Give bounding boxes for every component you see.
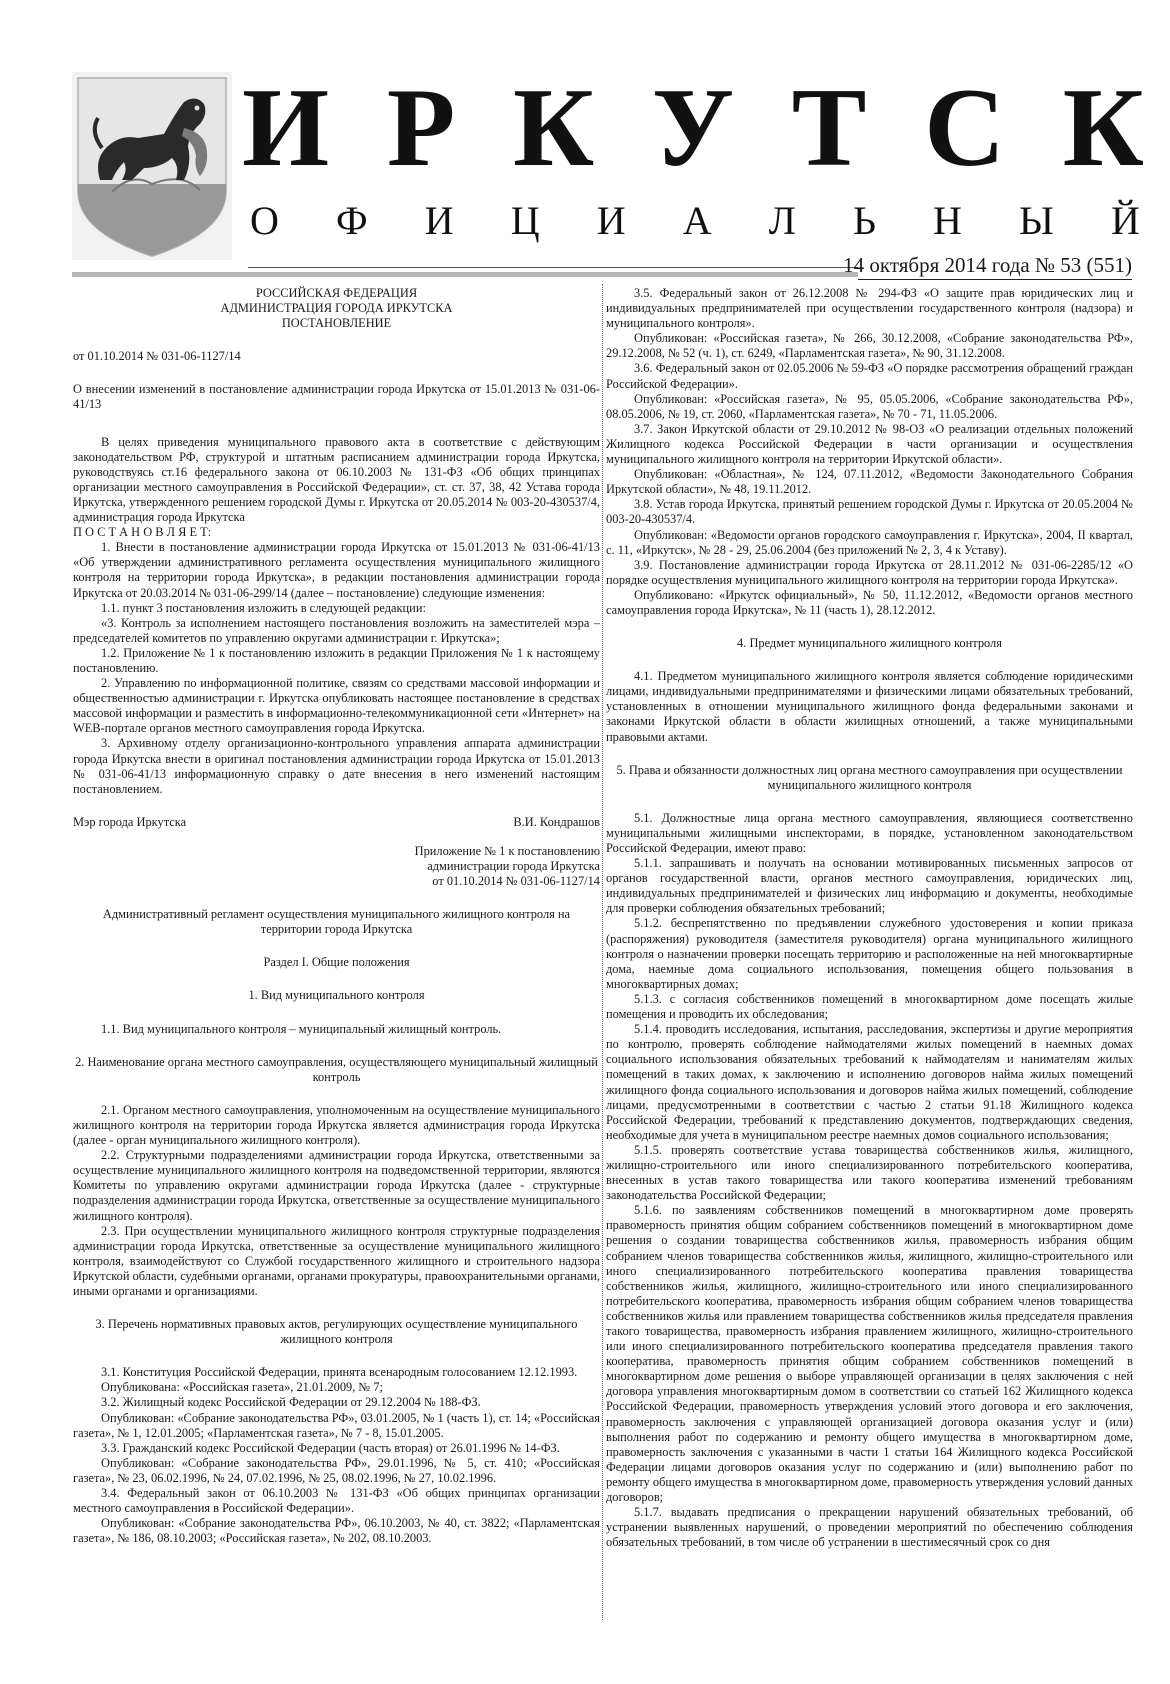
appendix-note: администрации города Иркутска bbox=[427, 859, 600, 873]
decree-word: П О С Т А Н О В Л Я Е Т: bbox=[73, 525, 212, 540]
paragraph: 3.5. Федеральный закон от 26.12.2008 № 294-ФЗ «О защите прав юридических лиц и индивидуальных предпринимателей при осуществлении государственного контроля (надзора) и муниципального контроля». bbox=[606, 286, 1133, 331]
subtitle-letter: Ф bbox=[336, 198, 368, 243]
title-letter: И bbox=[242, 66, 330, 190]
paragraph: В целях приведения муниципального правового акта в соответствие с действующим законодательством РФ, структурой и штатным расписанием администрации города Иркутска, руководствуясь ст.16 федерального закона от 06.10.2003 № 131-ФЗ «Об общих принципах организации местного самоуправления в Российской Федерации», ст. ст. 37, 38, 42 Устава города Иркутска, утвержденного решением городской Думы г. Иркутска от 20.05.2014 № 003-20-430537/4, администрация города Иркутска bbox=[73, 434, 600, 525]
masthead-title bbox=[242, 68, 1144, 188]
paragraph: 5.1. Должностные лица органа местного самоуправления, являющиеся соответственно муниципальными жилищными инспекторами, в порядке, установленном законодательством Российской Федерации, имеют право: bbox=[606, 810, 1133, 855]
signature-title: Мэр города Иркутска bbox=[73, 814, 187, 829]
header-decree-type: ПОСТАНОВЛЕНИЕ bbox=[281, 316, 392, 331]
subtitle-letter: Ь bbox=[852, 198, 876, 243]
paragraph: 1.1. Вид муниципального контроля – муниципальный жилищный контроль. bbox=[101, 1021, 502, 1036]
subtitle-letter: Н bbox=[933, 198, 962, 243]
paragraph: 3.1. Конституция Российской Федерации, принята всенародным голосованием 12.12.1993. bbox=[101, 1365, 578, 1380]
paragraph: 5.1.7. выдавать предписания о прекращении нарушений обязательных требований, об устранении выявленных нарушений, о проведении мероприятий по обеспечению соблюдения обязательных требований, в том числе об устранении в шестимесячный срок со дня bbox=[606, 1505, 1133, 1550]
paragraph: 3.8. Устав города Иркутска, принятый решением городской Думы г. Иркутска от 20.05.2004 № 003-20-430537/4. bbox=[606, 497, 1133, 527]
decree-subject: О внесении изменений в постановление администрации города Иркутска от 15.01.2013 № 031-06-41/13 bbox=[73, 382, 600, 412]
section-heading: Раздел I. Общие положения bbox=[263, 955, 410, 970]
paragraph: Опубликован: «Собрание законодательства РФ», 06.10.2003, № 40, ст. 3822; «Парламентская газета», № 186, 08.10.2003; «Российская газета», № 202, 08.10.2003. bbox=[73, 1516, 600, 1546]
paragraph: 3. Архивному отделу организационно-контрольного управления аппарата администрации города Иркутска внести в оригинал постановления администрации города Иркутска от 15.01.2013 № 031-06-41/13 информационную справку о дате внесения в него изменений настоящим постановлением. bbox=[73, 736, 600, 796]
right-column bbox=[606, 286, 1133, 1550]
paragraph: 2.2. Структурными подразделениями администрации города Иркутска, ответственными за осуществление муниципального жилищного контроля на подведомственной территории, являются Комитеты по управлению округами администрации города Иркутска (далее - структурные подразделения администрации города Иркутска, ответственные за осуществление муниципального жилищного контроля). bbox=[73, 1148, 600, 1223]
paragraph: 5.1.6. по заявлениям собственников помещений в многоквартирном доме проверять правомерность принятия общим собранием собственников помещений в многоквартирном доме решения о создании товарищества собственников жилья, правомерность избрания общим собранием членов товарищества собственников жилья, жилищного, жилищно-строительного или иного специализированного потребительского кооператива правления товарищества собственников жилья, жилищного, жилищно-строительного или иного специализированного потребительского кооператива, правомерность избрания общим собранием членов товарищества собственников жилья или правлением товарищества собственников жилья председателя правления такого товарищества, правомерность избрания правлением жилищного, жилищно-строительного или иного специализированного потребительского кооператива председателя правления такого кооператива, правомерность принятия общим собранием собственников помещений в многоквартирном доме решения о выборе управляющей организации в целях заключения с ней договора управления многоквартирным домом в соответствии со статьей 162 Жилищного кодекса Российской Федерации, правомерность утверждения условий этого договора и его заключения, правомерность заключения с управляющей организацией договора оказания услуг и (или) выполнения работ по содержанию и ремонту общего имущества в многоквартирном доме, правомерность заключения с указанными в части 1 статьи 164 Жилищного кодекса Российской Федерации лицами договоров оказания услуг по содержанию и (или) выполнению работ по ремонту общего имущества в многоквартирном доме, правомерность утверждения условий данных договоров; bbox=[606, 1203, 1133, 1505]
subtitle-letter: Ы bbox=[1019, 198, 1054, 243]
paragraph: 3.4. Федеральный закон от 06.10.2003 № 131-ФЗ «Об общих принципах организации местного самоуправления в Российской Федерации». bbox=[73, 1486, 600, 1516]
subtitle-letter: О bbox=[250, 198, 279, 243]
paragraph: 2. Управлению по информационной политике, связям со средствами массовой информации и общественностью администрации г. Иркутска опубликовать настоящее постановление в средствах массовой информации и разместить в информационно-телекоммуникационной сети «Интернет» на WEB-портале органов местного самоуправления города Иркутска. bbox=[73, 676, 600, 736]
paragraph: 5.1.1. запрашивать и получать на основании мотивированных письменных запросов от органов государственной власти, органов местного самоуправления, юридических лиц, индивидуальных предпринимателей и физических лиц информацию и документы, необходимые для проверки соблюдения обязательных требований; bbox=[606, 856, 1133, 916]
subtitle-letter: А bbox=[682, 198, 712, 243]
paragraph: Опубликован: «Российская газета», № 266, 30.12.2008, «Собрание законодательства РФ», 29.12.2008, № 52 (ч. 1), ст. 6249, «Парламентская газета», № 90, 31.12.2008. bbox=[606, 331, 1133, 361]
paragraph: 1.2. Приложение № 1 к постановлению изложить в редакции Приложения № 1 к настоящему постановлению. bbox=[73, 645, 600, 675]
regulation-title: Административный регламент осуществления муниципального жилищного контроля на территории города Иркутска bbox=[102, 907, 571, 937]
subsection-heading: 3. Перечень нормативных правовых актов, регулирующих осуществление муниципального жилищного контроля bbox=[95, 1317, 578, 1347]
irkutsk-babr-emblem-icon bbox=[72, 72, 232, 260]
paragraph: Опубликован: «Областная», № 124, 07.11.2012, «Ведомости Законодательного Собрания Иркутской области», № 48, 19.11.2012. bbox=[606, 467, 1133, 497]
paragraph: 4.1. Предметом муниципального жилищного контроля является соблюдение юридическими лицами, индивидуальными предпринимателями и физическими лицами обязательных требований, установленных в отношении муниципального жилищного фонда федеральными законами и законами Иркутской области в области жилищных отношений, а также муниципальными правовыми актами. bbox=[606, 669, 1133, 744]
paragraph: 3.2. Жилищный кодекс Российской Федерации от 29.12.2004 № 188-ФЗ. bbox=[101, 1395, 481, 1410]
paragraph: 5.1.4. проводить исследования, испытания, расследования, экспертизы и другие мероприятия по контролю, проверять соблюдение наймодателями жилых помещений в наемных домах социального использования обязательных требований к наймодателям и нанимателям жилых помещений в таких домах, к заключению и исполнению договоров найма жилых помещений жилищного фонда социального использования и договоров найма жилых помещений, соблюдение лицами, предусмотренными в соответствии с частью 2 статьи 91.18 Жилищного кодекса Российской Федерации, требований к представлению документов, подтверждающих сведения, необходимые для учета в муниципальном реестре наемных домов социального использования; bbox=[606, 1022, 1133, 1142]
paragraph: 2.1. Органом местного самоуправления, уполномоченным на осуществление муниципального жилищного контроля на территории города Иркутска является администрация города Иркутска (далее - орган муниципального жилищного контроля). bbox=[73, 1102, 600, 1148]
header-administration: АДМИНИСТРАЦИЯ ГОРОДА ИРКУТСКА bbox=[220, 301, 453, 316]
subsection-heading: 1. Вид муниципального контроля bbox=[248, 988, 425, 1003]
paragraph: Опубликована: «Российская газета», 21.01.2009, № 7; bbox=[101, 1380, 383, 1395]
appendix-note: Приложение № 1 к постановлению bbox=[414, 843, 600, 858]
subtitle-letter: Ц bbox=[510, 198, 540, 243]
masthead-bar bbox=[72, 272, 858, 277]
paragraph: 1.1. пункт 3 постановления изложить в следующей редакции: bbox=[101, 600, 426, 615]
subsection-heading: 4. Предмет муниципального жилищного контроля bbox=[737, 636, 1002, 651]
title-letter: Т bbox=[791, 66, 867, 190]
masthead-divider bbox=[248, 267, 858, 268]
title-letter: К bbox=[1062, 66, 1144, 190]
paragraph: «3. Контроль за исполнением настоящего постановления возложить на заместителей мэра – председателей комитетов по управлению округами администрации г. Иркутска»; bbox=[73, 615, 600, 645]
paragraph: 5.1.3. с согласия собственников помещений в многоквартирном доме посещать жилые помещения и проводить их обследования; bbox=[606, 991, 1133, 1022]
masthead-subtitle bbox=[250, 196, 1140, 246]
paragraph: 3.7. Закон Иркутской области от 29.10.2012 № 98-ОЗ «О реализации отдельных положений Жилищного кодекса Российской Федерации в части организации и осуществления муниципального жилищного контроля на территории Иркутской области». bbox=[606, 421, 1133, 467]
paragraph: 2.3. При осуществлении муниципального жилищного контроля структурные подразделения администрации города Иркутска, ответственные за осуществление муниципального жилищного контроля, взаимодействуют со Службой государственного жилищного и строительного надзора Иркутской области, судебными органами, органами прокуратуры, правоохранительными органами, иными органами и организациями. bbox=[73, 1223, 600, 1298]
paragraph: 3.6. Федеральный закон от 02.05.2006 № 59-ФЗ «О порядке рассмотрения обращений граждан Российской Федерации». bbox=[606, 361, 1133, 391]
paragraph: 3.9. Постановление администрации города Иркутска от 28.11.2012 № 031-06-2285/12 «О порядке осуществления муниципального жилищного контроля на территории города Иркутска». bbox=[606, 557, 1133, 587]
paragraph: Опубликован: «Ведомости органов городского самоуправления г. Иркутска», 2004, II квартал, с. 11, «Иркутск», № 28 - 29, 25.06.2004 (без приложений № 2, 3, 4 к Уставу). bbox=[606, 527, 1133, 557]
paragraph: Опубликовано: «Иркутск официальный», № 50, 11.12.2012, «Ведомости органов местного самоуправления города Иркутска», № 11 (часть 1), 28.12.2012. bbox=[606, 587, 1133, 617]
paragraph: 5.1.2. беспрепятственно по предъявлении служебного удостоверения и копии приказа (распоряжения) руководителя (заместителя руководителя) органа муниципального жилищного контроля о назначении проверки посещать территорию и расположенные на ней многоквартирные дома, наемные дома социального использования, помещения общего пользования в многоквартирных домах; bbox=[606, 916, 1133, 991]
paragraph: 5.1.5. проверять соответствие устава товарищества собственников жилья, жилищного, жилищно-строительного или иного специализированного потребительского кооператива, внесенных в устав такого товарищества или такого кооператива изменений требованиям законодательства Российской Федерации; bbox=[606, 1142, 1133, 1203]
subtitle-letter: Л bbox=[768, 198, 796, 243]
left-column bbox=[73, 286, 600, 1546]
paragraph: Опубликован: «Собрание законодательства РФ», 29.01.1996, № 5, ст. 410; «Российская газета», № 23, 06.02.1996, № 24, 07.02.1996, № 25, 08.02.1996, № 27, 10.02.1996. bbox=[73, 1455, 600, 1485]
subtitle-letter: И bbox=[596, 198, 626, 243]
title-letter: Р bbox=[386, 66, 456, 190]
signature-line bbox=[73, 815, 600, 830]
signature-name: В.И. Кондрашов bbox=[513, 814, 600, 829]
column-divider bbox=[602, 284, 603, 1620]
title-letter: К bbox=[512, 66, 595, 190]
subtitle-letter: И bbox=[424, 198, 454, 243]
issue-date: 14 октября 2014 года № 53 (551) bbox=[843, 253, 1132, 277]
paragraph: Опубликован: «Собрание законодательства РФ», 03.01.2005, № 1 (часть 1), ст. 14; «Российская газета», № 1, 12.01.2005; «Парламентская газета», № 7 - 8, 15.01.2005. bbox=[73, 1410, 600, 1440]
paragraph: Опубликован: «Российская газета», № 95, 05.05.2006, «Собрание законодательства РФ», 08.05.2006, № 19, ст. 2060, «Парламентская газета», № 70 - 71, 11.05.2006. bbox=[606, 391, 1133, 421]
paragraph: 3.3. Гражданский кодекс Российской Федерации (часть вторая) от 26.01.1996 № 14-ФЗ. bbox=[101, 1440, 560, 1455]
subsection-heading: 5. Права и обязанности должностных лиц органа местного самоуправления при осуществлении муниципального жилищного контроля bbox=[616, 762, 1123, 792]
subtitle-letter: Й bbox=[1111, 198, 1140, 243]
paragraph: 1. Внести в постановление администрации города Иркутска от 15.01.2013 № 031-06-41/13 «Об утверждении административного регламента осуществления муниципального жилищного контроля на территории города Иркутска», в редакции постановления администрации города Иркутска от 20.03.2014 № 031-06-299/14 (далее – постановление) следующие изменения: bbox=[73, 540, 600, 600]
appendix-note: от 01.10.2014 № 031-06-1127/14 bbox=[432, 874, 600, 889]
issue-underline bbox=[858, 279, 1132, 280]
decree-date: от 01.10.2014 № 031-06-1127/14 bbox=[73, 349, 241, 364]
title-letter: У bbox=[651, 66, 735, 190]
header-federation: РОССИЙСКАЯ ФЕДЕРАЦИЯ bbox=[255, 286, 418, 300]
title-letter: С bbox=[924, 66, 1006, 190]
subsection-heading: 2. Наименование органа местного самоуправления, осуществляющего муниципальный жилищный контроль bbox=[75, 1054, 598, 1084]
